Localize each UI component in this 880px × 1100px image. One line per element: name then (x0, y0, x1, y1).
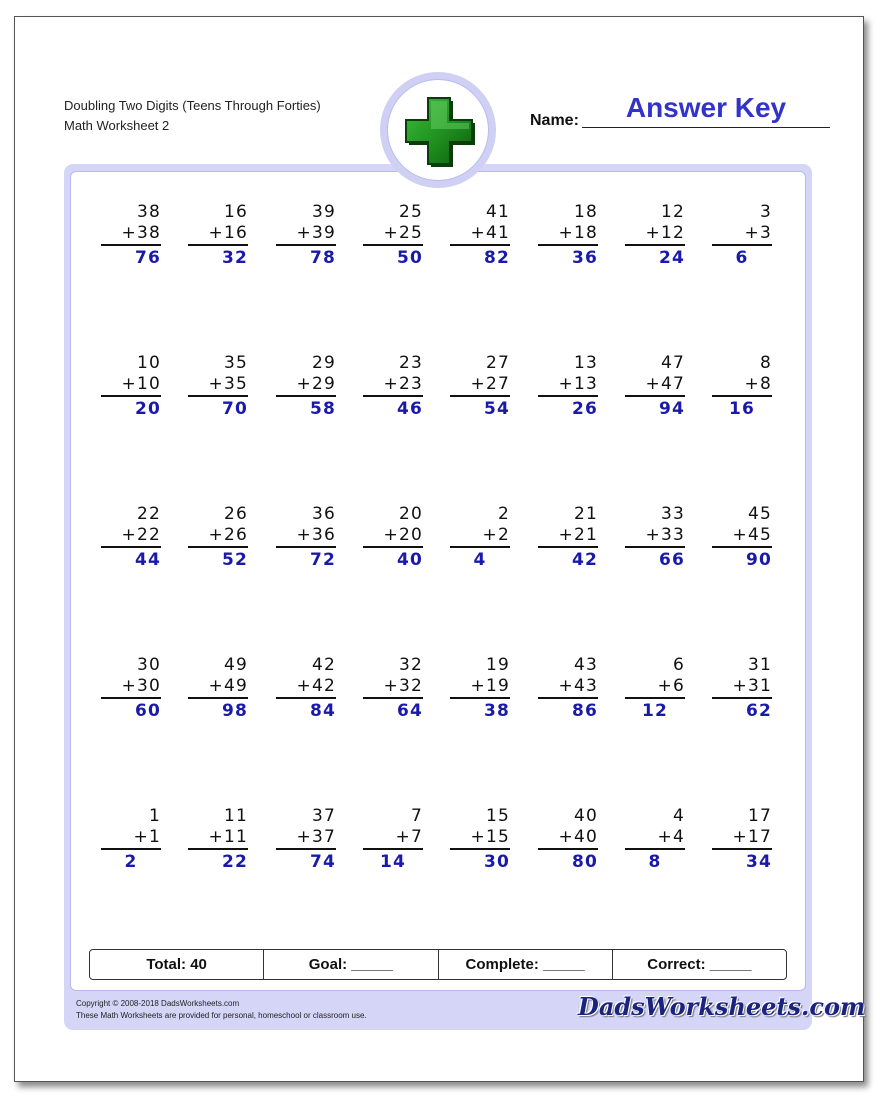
problem (450, 806, 510, 875)
answer: 74 (309, 852, 336, 872)
answer: 42 (571, 550, 598, 570)
answer: 46 (396, 399, 423, 419)
answer: 14 (379, 852, 407, 872)
score-total: Total: 40 (90, 950, 264, 979)
addend-bottom: +27 (450, 374, 510, 397)
addend-top: 40 (573, 806, 598, 826)
problem (625, 504, 685, 573)
problem (712, 655, 772, 724)
problem (363, 806, 423, 875)
title-line-1: Doubling Two Digits (Teens Through Forties) (64, 98, 321, 113)
addend-bottom: +17 (712, 827, 772, 850)
answer: 78 (309, 248, 336, 268)
score-complete: Complete: _____ (439, 950, 613, 979)
addend-top: 1 (148, 806, 161, 826)
addend-bottom: +40 (538, 827, 598, 850)
addend-top: 2 (497, 504, 510, 524)
answer: 82 (483, 248, 510, 268)
addend-bottom: +29 (276, 374, 336, 397)
answer: 16 (728, 399, 756, 419)
problem (450, 655, 510, 724)
usage-notice: These Math Worksheets are provided for personal, homeschool or classroom use. (76, 1011, 367, 1020)
problem (276, 202, 336, 271)
answer: 8 (648, 852, 662, 872)
addend-bottom: +18 (538, 223, 598, 246)
addend-top: 37 (311, 806, 336, 826)
addend-top: 42 (311, 655, 336, 675)
answer: 24 (658, 248, 685, 268)
copyright-line: Copyright © 2008-2018 DadsWorksheets.com (76, 999, 240, 1008)
addend-top: 41 (485, 202, 510, 222)
problem (276, 504, 336, 573)
brand-logo: DadsWorksheets.com (578, 992, 866, 1021)
answer: 50 (396, 248, 423, 268)
answer: 6 (735, 248, 749, 268)
addend-bottom: +1 (101, 827, 161, 850)
answer: 66 (658, 550, 685, 570)
answer: 4 (473, 550, 487, 570)
answer: 22 (221, 852, 248, 872)
plus-badge (380, 72, 496, 188)
addend-top: 8 (759, 353, 772, 373)
answer-key-label: Answer Key (625, 92, 787, 123)
answer: 12 (641, 701, 669, 721)
problem (625, 353, 685, 422)
addend-bottom: +36 (276, 525, 336, 548)
addend-top: 4 (672, 806, 685, 826)
addend-top: 43 (573, 655, 598, 675)
problem (450, 353, 510, 422)
addend-top: 32 (398, 655, 423, 675)
worksheet-title (64, 96, 321, 136)
problem (363, 655, 423, 724)
footer-copyright (76, 998, 367, 1022)
name-label: Name: (530, 112, 579, 129)
addend-top: 19 (485, 655, 510, 675)
addend-bottom: +45 (712, 525, 772, 548)
addend-top: 30 (136, 655, 161, 675)
addend-bottom: +3 (712, 223, 772, 246)
problem (450, 202, 510, 271)
name-underline (582, 127, 830, 128)
addend-bottom: +6 (625, 676, 685, 699)
addend-top: 26 (223, 504, 248, 524)
addend-bottom: +7 (363, 827, 423, 850)
addend-top: 20 (398, 504, 423, 524)
addend-top: 49 (223, 655, 248, 675)
addend-top: 29 (311, 353, 336, 373)
answer: 30 (483, 852, 510, 872)
answer: 58 (309, 399, 336, 419)
addend-bottom: +37 (276, 827, 336, 850)
problems-panel (64, 164, 812, 1030)
answer: 40 (396, 550, 423, 570)
addend-top: 45 (747, 504, 772, 524)
addend-top: 10 (136, 353, 161, 373)
answer: 36 (571, 248, 598, 268)
addend-top: 3 (759, 202, 772, 222)
answer: 86 (571, 701, 598, 721)
problem (538, 655, 598, 724)
problem (101, 655, 161, 724)
addend-top: 22 (136, 504, 161, 524)
addend-top: 27 (485, 353, 510, 373)
addend-top: 6 (672, 655, 685, 675)
addend-bottom: +26 (188, 525, 248, 548)
addend-top: 21 (573, 504, 598, 524)
addend-bottom: +10 (101, 374, 161, 397)
plus-icon (401, 93, 477, 169)
addend-bottom: +16 (188, 223, 248, 246)
answer: 80 (571, 852, 598, 872)
addend-bottom: +32 (363, 676, 423, 699)
problem (712, 806, 772, 875)
addend-bottom: +4 (625, 827, 685, 850)
problem (538, 353, 598, 422)
addend-bottom: +12 (625, 223, 685, 246)
problem (363, 353, 423, 422)
addend-bottom: +23 (363, 374, 423, 397)
addend-bottom: +41 (450, 223, 510, 246)
answer: 2 (124, 852, 138, 872)
addend-top: 36 (311, 504, 336, 524)
addend-top: 47 (660, 353, 685, 373)
addend-bottom: +49 (188, 676, 248, 699)
problem (188, 655, 248, 724)
answer: 72 (309, 550, 336, 570)
problem (712, 353, 772, 422)
problem (712, 504, 772, 573)
problem (101, 806, 161, 875)
problem (625, 655, 685, 724)
answer: 38 (483, 701, 510, 721)
addend-top: 18 (573, 202, 598, 222)
addend-bottom: +33 (625, 525, 685, 548)
answer: 54 (483, 399, 510, 419)
addend-bottom: +43 (538, 676, 598, 699)
problem (188, 202, 248, 271)
problem (101, 504, 161, 573)
problem (276, 353, 336, 422)
answer: 70 (221, 399, 248, 419)
problem (625, 806, 685, 875)
problem (188, 504, 248, 573)
addend-bottom: +47 (625, 374, 685, 397)
answer: 98 (221, 701, 248, 721)
problem (538, 202, 598, 271)
problem (538, 504, 598, 573)
addend-top: 17 (747, 806, 772, 826)
problem (363, 504, 423, 573)
problem (712, 202, 772, 271)
problem (625, 202, 685, 271)
addend-top: 13 (573, 353, 598, 373)
addend-bottom: +20 (363, 525, 423, 548)
answer: 20 (134, 399, 161, 419)
score-table (89, 949, 787, 980)
addend-bottom: +25 (363, 223, 423, 246)
score-goal: Goal: _____ (264, 950, 438, 979)
answer: 84 (309, 701, 336, 721)
problem (538, 806, 598, 875)
addend-top: 38 (136, 202, 161, 222)
answer: 44 (134, 550, 161, 570)
problem (188, 353, 248, 422)
problem (276, 655, 336, 724)
answer: 26 (571, 399, 598, 419)
addend-top: 12 (660, 202, 685, 222)
problem (276, 806, 336, 875)
addend-top: 35 (223, 353, 248, 373)
problem (101, 353, 161, 422)
answer: 62 (745, 701, 772, 721)
answer: 64 (396, 701, 423, 721)
addend-top: 15 (485, 806, 510, 826)
answer: 32 (221, 248, 248, 268)
name-field (530, 92, 832, 132)
addend-bottom: +21 (538, 525, 598, 548)
addend-bottom: +38 (101, 223, 161, 246)
addend-top: 25 (398, 202, 423, 222)
addend-bottom: +15 (450, 827, 510, 850)
addend-bottom: +2 (450, 525, 510, 548)
addend-bottom: +13 (538, 374, 598, 397)
addend-top: 16 (223, 202, 248, 222)
answer: 76 (134, 248, 161, 268)
addend-bottom: +35 (188, 374, 248, 397)
addend-bottom: +22 (101, 525, 161, 548)
answer: 94 (658, 399, 685, 419)
title-line-2: Math Worksheet 2 (64, 118, 170, 133)
addend-top: 31 (747, 655, 772, 675)
problem (188, 806, 248, 875)
answer: 90 (745, 550, 772, 570)
problem (363, 202, 423, 271)
addend-top: 23 (398, 353, 423, 373)
addend-bottom: +8 (712, 374, 772, 397)
addend-bottom: +39 (276, 223, 336, 246)
addend-top: 33 (660, 504, 685, 524)
addend-top: 39 (311, 202, 336, 222)
score-correct: Correct: _____ (647, 956, 752, 973)
addend-top: 11 (223, 806, 248, 826)
addend-top: 7 (410, 806, 423, 826)
answer: 60 (134, 701, 161, 721)
problem (450, 504, 510, 573)
answer: 34 (745, 852, 772, 872)
addend-bottom: +42 (276, 676, 336, 699)
addend-bottom: +31 (712, 676, 772, 699)
problem (101, 202, 161, 271)
addend-bottom: +19 (450, 676, 510, 699)
addend-bottom: +30 (101, 676, 161, 699)
addend-bottom: +11 (188, 827, 248, 850)
problems-area (70, 171, 806, 991)
answer: 52 (221, 550, 248, 570)
